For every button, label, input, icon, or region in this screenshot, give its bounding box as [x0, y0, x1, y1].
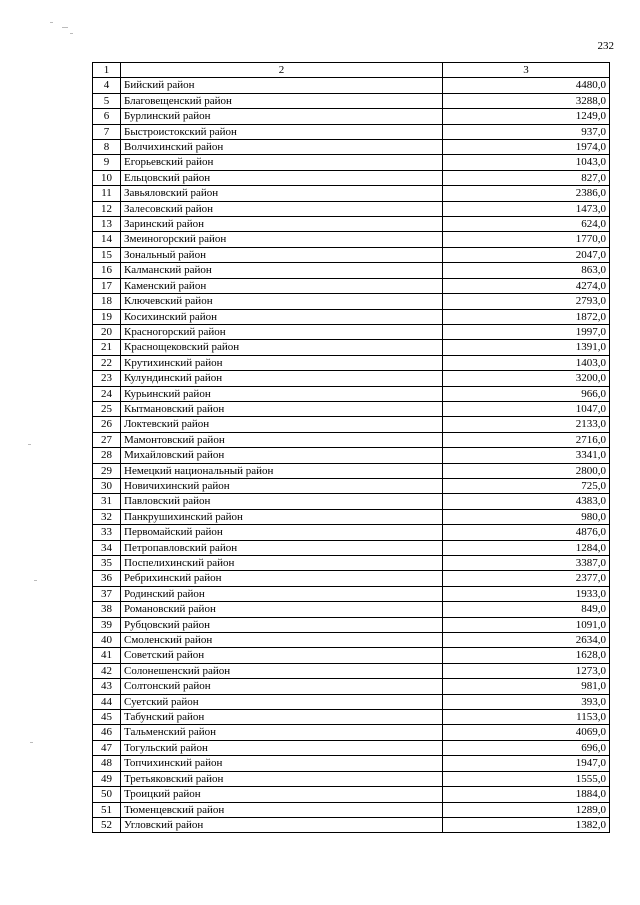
district-value: 1947,0: [443, 756, 610, 771]
district-value: 2793,0: [443, 294, 610, 309]
table-row: [93, 648, 610, 663]
scan-speck: [34, 580, 37, 581]
column-header-value: 3: [443, 63, 610, 78]
district-value: 696,0: [443, 740, 610, 755]
row-number: 38: [93, 602, 121, 617]
scan-speck: [30, 742, 33, 743]
district-name: Ключевский район: [121, 294, 443, 309]
district-value: 980,0: [443, 509, 610, 524]
page-number: 232: [597, 40, 614, 52]
district-value: 1770,0: [443, 232, 610, 247]
table-row: [93, 186, 610, 201]
table-row: [93, 509, 610, 524]
row-number: 19: [93, 309, 121, 324]
district-value: 3387,0: [443, 556, 610, 571]
district-name: Топчихинский район: [121, 756, 443, 771]
district-name: Локтевский район: [121, 417, 443, 432]
district-value: 2716,0: [443, 432, 610, 447]
table-row: [93, 371, 610, 386]
row-number: 40: [93, 633, 121, 648]
district-value: 1284,0: [443, 540, 610, 555]
row-number: 25: [93, 401, 121, 416]
row-number: 48: [93, 756, 121, 771]
row-number: 7: [93, 124, 121, 139]
district-name: Залесовский район: [121, 201, 443, 216]
district-name: Солонешенский район: [121, 663, 443, 678]
column-header-number: 1: [93, 63, 121, 78]
district-name: Немецкий национальный район: [121, 463, 443, 478]
district-name: Павловский район: [121, 494, 443, 509]
district-value: 2386,0: [443, 186, 610, 201]
row-number: 31: [93, 494, 121, 509]
row-number: 35: [93, 556, 121, 571]
district-value: 1403,0: [443, 355, 610, 370]
district-value: 849,0: [443, 602, 610, 617]
district-value: 1628,0: [443, 648, 610, 663]
district-value: 981,0: [443, 679, 610, 694]
district-name: Советский район: [121, 648, 443, 663]
table-row: [93, 155, 610, 170]
table-row: [93, 170, 610, 185]
row-number: 52: [93, 817, 121, 832]
table-row: [93, 679, 610, 694]
district-value: 2133,0: [443, 417, 610, 432]
row-number: 29: [93, 463, 121, 478]
table-row: [93, 556, 610, 571]
district-name: Ельцовский район: [121, 170, 443, 185]
district-name: Косихинский район: [121, 309, 443, 324]
row-number: 39: [93, 617, 121, 632]
row-number: 50: [93, 787, 121, 802]
row-number: 26: [93, 417, 121, 432]
row-number: 46: [93, 725, 121, 740]
district-name: Крутихинский район: [121, 355, 443, 370]
table-row: [93, 694, 610, 709]
table-row: [93, 263, 610, 278]
table-row: [93, 494, 610, 509]
table-row: [93, 109, 610, 124]
row-number: 41: [93, 648, 121, 663]
row-number: 24: [93, 386, 121, 401]
district-table: [92, 62, 610, 833]
district-value: 863,0: [443, 263, 610, 278]
district-value: 2634,0: [443, 633, 610, 648]
district-value: 1273,0: [443, 663, 610, 678]
district-name: Курьинский район: [121, 386, 443, 401]
district-value: 1382,0: [443, 817, 610, 832]
district-value: 937,0: [443, 124, 610, 139]
district-name: Солтонский район: [121, 679, 443, 694]
district-value: 2800,0: [443, 463, 610, 478]
table-row: [93, 140, 610, 155]
district-value: 4876,0: [443, 525, 610, 540]
table-row: [93, 217, 610, 232]
district-name: Зональный район: [121, 247, 443, 262]
table-row: [93, 432, 610, 447]
district-name: Первомайский район: [121, 525, 443, 540]
row-number: 34: [93, 540, 121, 555]
table-row: [93, 710, 610, 725]
table-row: [93, 633, 610, 648]
district-name: Бийский район: [121, 78, 443, 93]
table-row: [93, 93, 610, 108]
table-row: [93, 802, 610, 817]
table-row: [93, 525, 610, 540]
district-value: 1884,0: [443, 787, 610, 802]
table-row: [93, 663, 610, 678]
district-name: Романовский район: [121, 602, 443, 617]
district-name: Красногорский район: [121, 324, 443, 339]
row-number: 4: [93, 78, 121, 93]
row-number: 21: [93, 340, 121, 355]
district-value: 966,0: [443, 386, 610, 401]
table-row: [93, 340, 610, 355]
district-value: 3341,0: [443, 448, 610, 463]
district-value: 1289,0: [443, 802, 610, 817]
scan-speck: [28, 444, 31, 445]
district-name: Троицкий район: [121, 787, 443, 802]
district-value: 1997,0: [443, 324, 610, 339]
row-number: 36: [93, 571, 121, 586]
row-number: 44: [93, 694, 121, 709]
district-value: 1043,0: [443, 155, 610, 170]
table-row: [93, 247, 610, 262]
table-body: [93, 78, 610, 833]
district-value: 1091,0: [443, 617, 610, 632]
district-name: Кулундинский район: [121, 371, 443, 386]
row-number: 30: [93, 478, 121, 493]
row-number: 17: [93, 278, 121, 293]
row-number: 37: [93, 586, 121, 601]
table-row: [93, 124, 610, 139]
district-value: 1391,0: [443, 340, 610, 355]
district-value: 624,0: [443, 217, 610, 232]
table-row: [93, 756, 610, 771]
district-value: 725,0: [443, 478, 610, 493]
district-name: Завьяловский район: [121, 186, 443, 201]
district-value: 1153,0: [443, 710, 610, 725]
district-value: 1933,0: [443, 586, 610, 601]
scan-speck: [62, 27, 68, 28]
district-name: Угловский район: [121, 817, 443, 832]
district-value: 1047,0: [443, 401, 610, 416]
row-number: 47: [93, 740, 121, 755]
district-name: Тальменский район: [121, 725, 443, 740]
district-name: Поспелихинский район: [121, 556, 443, 571]
row-number: 10: [93, 170, 121, 185]
district-name: Смоленский район: [121, 633, 443, 648]
district-name: Тюменцевский район: [121, 802, 443, 817]
district-name: Бурлинский район: [121, 109, 443, 124]
district-value: 4480,0: [443, 78, 610, 93]
district-name: Кытмановский район: [121, 401, 443, 416]
district-value: 1555,0: [443, 771, 610, 786]
row-number: 8: [93, 140, 121, 155]
row-number: 11: [93, 186, 121, 201]
table-row: [93, 478, 610, 493]
district-value: 1974,0: [443, 140, 610, 155]
table-row: [93, 78, 610, 93]
table-header-row: [93, 63, 610, 78]
row-number: 28: [93, 448, 121, 463]
table-row: [93, 386, 610, 401]
district-name: Калманский район: [121, 263, 443, 278]
row-number: 42: [93, 663, 121, 678]
table-row: [93, 278, 610, 293]
district-value: 3288,0: [443, 93, 610, 108]
table-row: [93, 586, 610, 601]
table-row: [93, 448, 610, 463]
table-row: [93, 771, 610, 786]
table-row: [93, 817, 610, 832]
district-name: Панкрушихинский район: [121, 509, 443, 524]
row-number: 27: [93, 432, 121, 447]
row-number: 13: [93, 217, 121, 232]
row-number: 51: [93, 802, 121, 817]
table-row: [93, 602, 610, 617]
district-value: 2377,0: [443, 571, 610, 586]
table-row: [93, 324, 610, 339]
district-name: Краснощековский район: [121, 340, 443, 355]
row-number: 16: [93, 263, 121, 278]
district-value: 3200,0: [443, 371, 610, 386]
table-row: [93, 355, 610, 370]
district-name: Третьяковский район: [121, 771, 443, 786]
district-name: Новичихинский район: [121, 478, 443, 493]
district-name: Ребрихинский район: [121, 571, 443, 586]
table-row: [93, 201, 610, 216]
row-number: 49: [93, 771, 121, 786]
row-number: 14: [93, 232, 121, 247]
district-name: Мамонтовский район: [121, 432, 443, 447]
table-row: [93, 571, 610, 586]
district-value: 4383,0: [443, 494, 610, 509]
row-number: 12: [93, 201, 121, 216]
table-row: [93, 294, 610, 309]
row-number: 5: [93, 93, 121, 108]
scan-speck: [50, 22, 53, 23]
district-name: Рубцовский район: [121, 617, 443, 632]
row-number: 32: [93, 509, 121, 524]
district-name: Благовещенский район: [121, 93, 443, 108]
row-number: 23: [93, 371, 121, 386]
district-name: Волчихинский район: [121, 140, 443, 155]
district-value: 4069,0: [443, 725, 610, 740]
row-number: 33: [93, 525, 121, 540]
district-value: 1872,0: [443, 309, 610, 324]
row-number: 9: [93, 155, 121, 170]
table-row: [93, 463, 610, 478]
row-number: 22: [93, 355, 121, 370]
row-number: 43: [93, 679, 121, 694]
district-name: Родинский район: [121, 586, 443, 601]
district-value: 4274,0: [443, 278, 610, 293]
table-row: [93, 540, 610, 555]
row-number: 20: [93, 324, 121, 339]
row-number: 18: [93, 294, 121, 309]
table-row: [93, 401, 610, 416]
row-number: 45: [93, 710, 121, 725]
row-number: 15: [93, 247, 121, 262]
district-value: 827,0: [443, 170, 610, 185]
district-name: Петропавловский район: [121, 540, 443, 555]
district-name: Быстроистокский район: [121, 124, 443, 139]
district-name: Суетский район: [121, 694, 443, 709]
table-row: [93, 617, 610, 632]
row-number: 6: [93, 109, 121, 124]
table-row: [93, 725, 610, 740]
district-name: Тогульский район: [121, 740, 443, 755]
table-row: [93, 417, 610, 432]
district-name: Табунский район: [121, 710, 443, 725]
district-name: Михайловский район: [121, 448, 443, 463]
district-value: 1249,0: [443, 109, 610, 124]
table-row: [93, 740, 610, 755]
district-name: Каменский район: [121, 278, 443, 293]
district-name: Заринский район: [121, 217, 443, 232]
district-name: Егорьевский район: [121, 155, 443, 170]
district-name: Змеиногорский район: [121, 232, 443, 247]
scan-speck: [70, 33, 73, 34]
table-row: [93, 232, 610, 247]
table-row: [93, 787, 610, 802]
column-header-district: 2: [121, 63, 443, 78]
district-value: 2047,0: [443, 247, 610, 262]
district-value: 1473,0: [443, 201, 610, 216]
table-row: [93, 309, 610, 324]
district-value: 393,0: [443, 694, 610, 709]
